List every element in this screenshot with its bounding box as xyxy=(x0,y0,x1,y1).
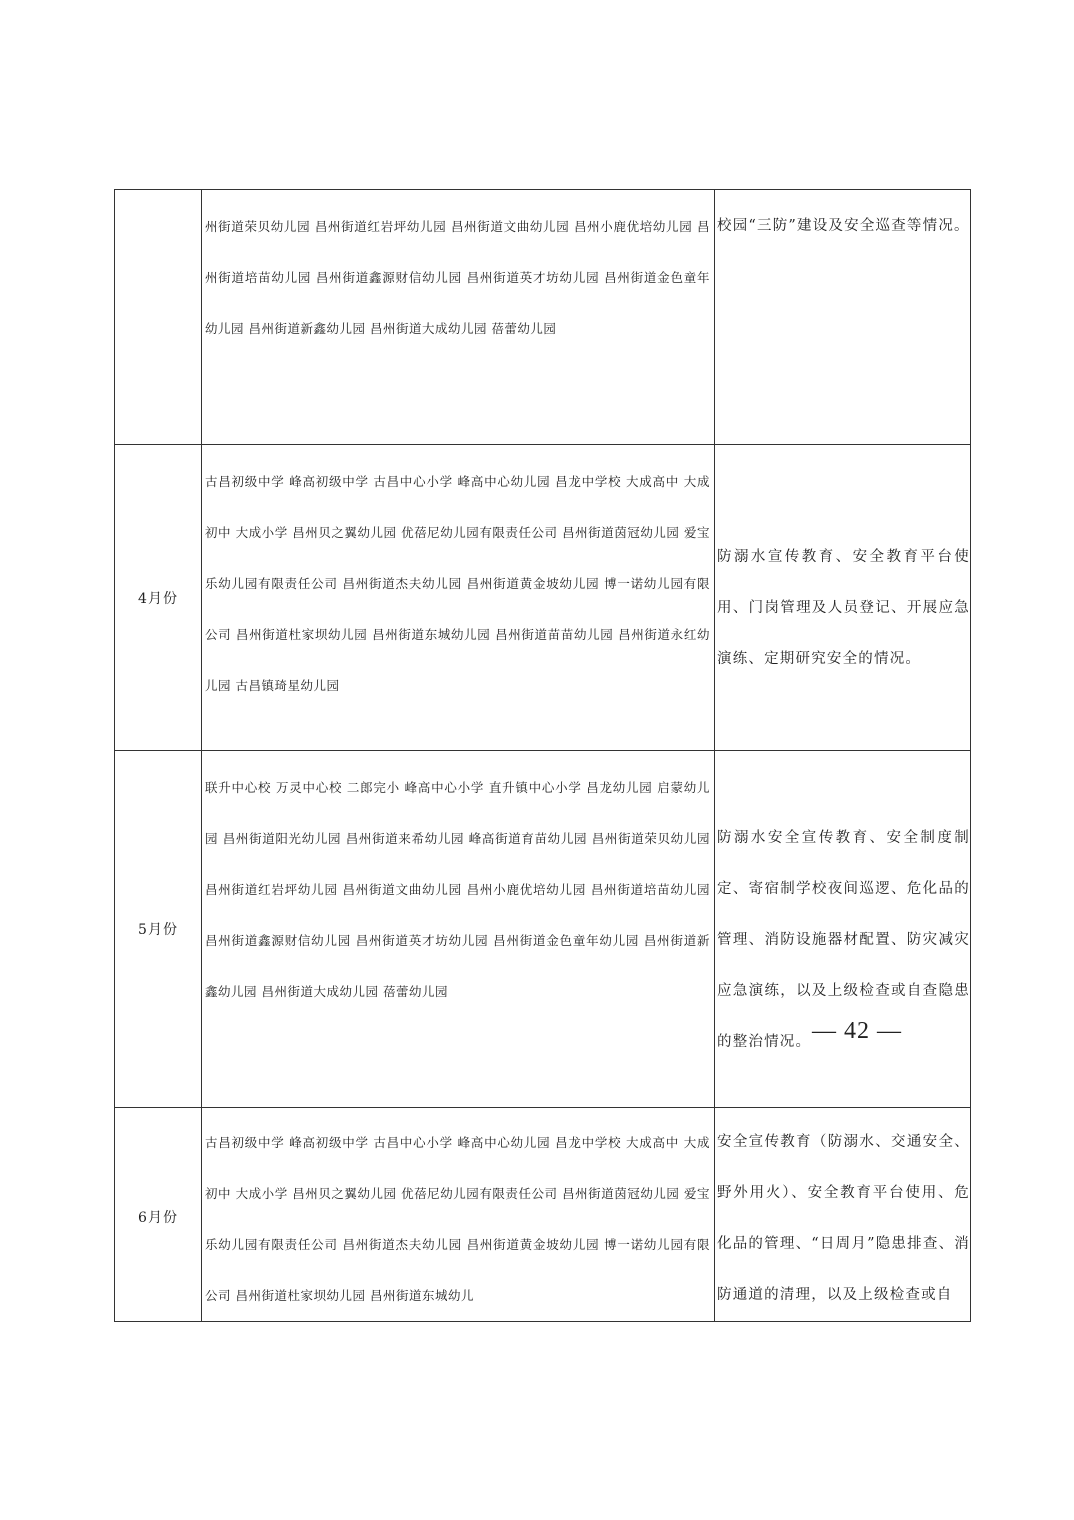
content-cell xyxy=(715,445,971,751)
table-row xyxy=(115,1108,971,1322)
inspection-content: 校园“三防”建设及安全巡查等情况。 xyxy=(717,218,970,234)
units-cell xyxy=(202,1108,715,1322)
inspection-content: 防溺水宣传教育、安全教育平台使用、门岗管理及人员登记、开展应急演练、定期研究安全的情况。 xyxy=(717,549,970,667)
units-list: 州街道荣贝幼儿园 昌州街道红岩坪幼儿园 昌州街道文曲幼儿园 昌州小鹿优培幼儿园 昌州街道培苗幼儿园 昌州街道鑫源财信幼儿园 昌州街道英才坊幼儿园 昌州街道金色童年幼儿园 昌州街道新鑫幼儿园 昌州街道大成幼儿园 蓓蕾幼儿园 xyxy=(205,219,710,336)
table-row xyxy=(115,751,971,1108)
units-list: 古昌初级中学 峰高初级中学 古昌中心小学 峰高中心幼儿园 昌龙中学校 大成高中 大成初中 大成小学 昌州贝之翼幼儿园 优蓓尼幼儿园有限责任公司 昌州街道茵冠幼儿园 爱宝乐幼儿园有限责任公司 昌州街道杰夫幼儿园 昌州街道黄金坡幼儿园 博一诺幼儿园有限公司 昌州街道杜家坝幼儿园 昌州街道东城幼儿 xyxy=(205,1135,710,1303)
month-cell xyxy=(115,190,202,445)
page-number: — 42 — xyxy=(812,1018,902,1044)
units-cell xyxy=(202,445,715,751)
inspection-content: 安全宣传教育（防溺水、交通安全、野外用火）、安全教育平台使用、危化品的管理、“日周月”隐患排查、消防通道的清理，以及上级检查或自 xyxy=(717,1134,970,1303)
month-label: 4月份 xyxy=(138,590,178,607)
month-label: 5月份 xyxy=(138,922,178,938)
table-row xyxy=(115,445,971,751)
content-cell xyxy=(715,190,971,445)
units-list: 古昌初级中学 峰高初级中学 古昌中心小学 峰高中心幼儿园 昌龙中学校 大成高中 大成初中 大成小学 昌州贝之翼幼儿园 优蓓尼幼儿园有限责任公司 昌州街道茵冠幼儿园 爱宝乐幼儿园有限责任公司 昌州街道杰夫幼儿园 昌州街道黄金坡幼儿园 博一诺幼儿园有限公司 昌州街道杜家坝幼儿园 昌州街道东城幼儿园 昌州街道苗苗幼儿园 昌州街道永红幼儿园 古昌镇琦星幼儿园 xyxy=(205,474,710,693)
inspection-content: 防溺水安全宣传教育、安全制度制定、寄宿制学校夜间巡逻、危化品的管理、消防设施器材配置、防灾减灾应急演练，以及上级检查或自查隐患的整治情况。 xyxy=(717,830,970,1050)
month-cell xyxy=(115,445,202,751)
table-row xyxy=(115,190,971,445)
month-cell xyxy=(115,1108,202,1322)
content-cell xyxy=(715,751,971,1108)
units-list: 联升中心校 万灵中心校 二郎完小 峰高中心小学 直升镇中心小学 昌龙幼儿园 启蒙幼儿园 昌州街道阳光幼儿园 昌州街道来希幼儿园 峰高街道育苗幼儿园 昌州街道荣贝幼儿园 昌州街道红岩坪幼儿园 昌州街道文曲幼儿园 昌州小鹿优培幼儿园 昌州街道培苗幼儿园 昌州街道鑫源财信幼儿园 昌州街道英才坊幼儿园 昌州街道金色童年幼儿园 昌州街道新鑫幼儿园 昌州街道大成幼儿园 蓓蕾幼儿园 xyxy=(205,780,710,999)
units-cell xyxy=(202,751,715,1108)
inspection-schedule-table xyxy=(114,189,971,1322)
units-cell xyxy=(202,190,715,445)
month-cell xyxy=(115,751,202,1108)
month-label: 6月份 xyxy=(138,1210,178,1226)
content-cell xyxy=(715,1108,971,1322)
